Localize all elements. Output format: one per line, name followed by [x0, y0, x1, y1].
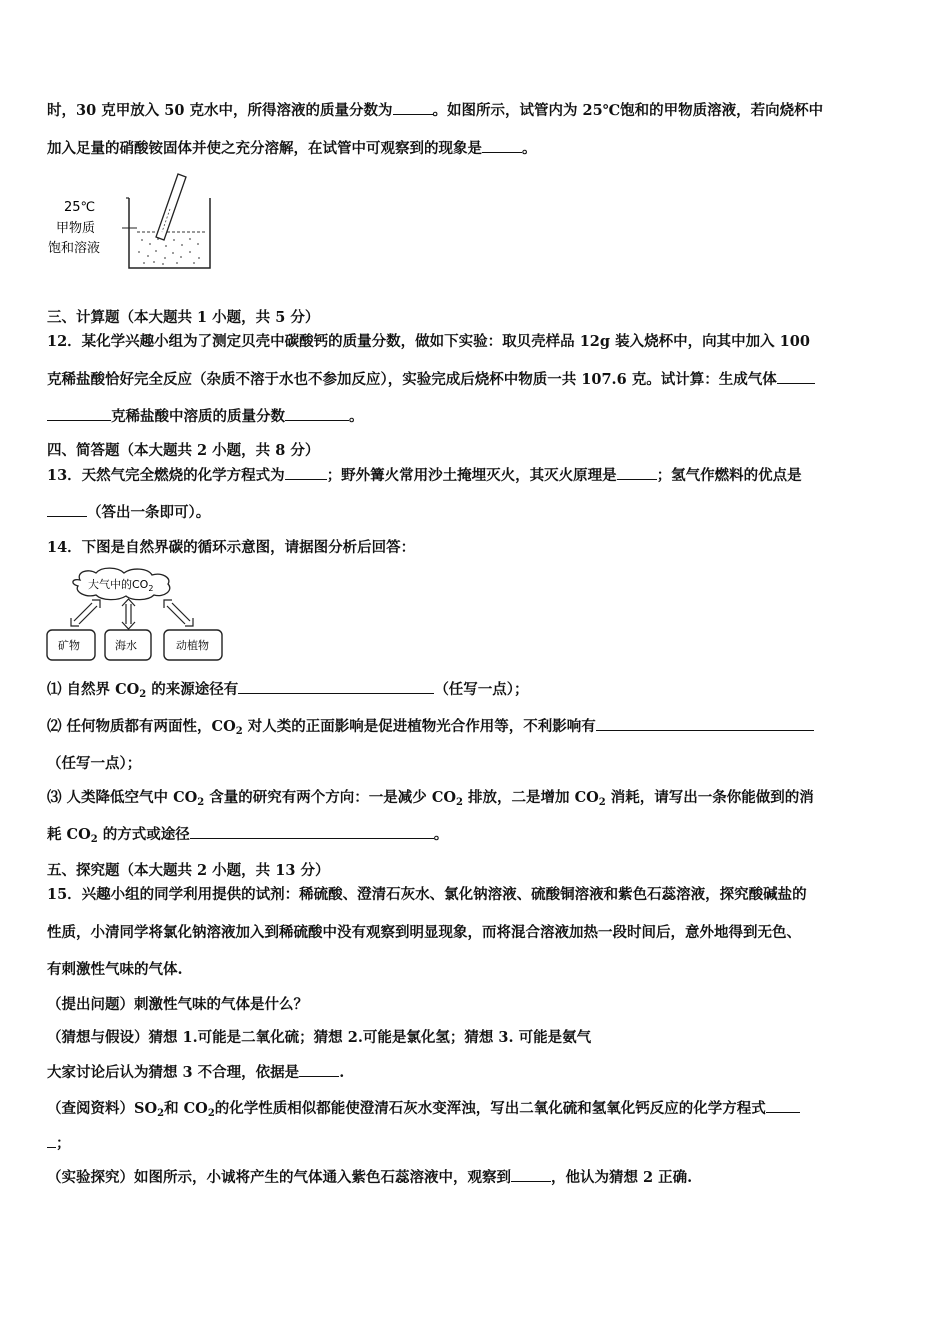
q15-reference-end: ； [47, 1134, 71, 1154]
temp-label: 25℃ [64, 200, 96, 215]
solution-label: 饱和溶液 [48, 241, 101, 256]
box-organisms: 动植物 [176, 639, 209, 652]
section3-heading: 三、计算题（本大题共 1 小题，共 5 分） [47, 309, 320, 326]
q15-discussion: 大家讨论后认为猜想 3 不合理，依据是 . [47, 1064, 345, 1081]
answer-blank[interactable] [47, 1134, 56, 1148]
answer-blank[interactable] [238, 680, 434, 694]
q15-line2: 性质，小清同学将氯化钠溶液加入到稀硫酸中没有观察到明显现象，而将混合溶液加热一段时间后，意外地得到无色、 [47, 924, 801, 941]
q11-line2: 加入足量的硝酸铵固体并使之充分溶解，在试管中可观察到的现象是 。 [47, 140, 537, 157]
answer-blank[interactable] [299, 1063, 339, 1077]
q14-part2: ⑵ 任何物质都有两面性，$CO_2$ 对人类的正面影响是促进植物光合作用等，不利影响有 [47, 717, 814, 737]
answer-blank[interactable] [285, 466, 327, 480]
q11-line1: 时，30 克甲放入 50 克水中，所得溶液的质量分数为 。如图所示，试管内为 25℃饱和的甲物质溶液，若向烧杯中 [47, 102, 824, 119]
q14-part2-end: （任写一点）； [47, 755, 142, 772]
q15-reference: （查阅资料）$SO_2$和 $CO_2$的化学性质相似都能使澄清石灰水变浑浊，写出二氧化硫和氢氧化钙反应的化学方程式 [47, 1099, 800, 1119]
answer-blank[interactable] [617, 466, 657, 480]
answer-blank[interactable] [596, 717, 814, 731]
q14-part3-end: 耗 $CO_2$ 的方式或途径 。 [47, 826, 449, 845]
answer-blank[interactable] [482, 139, 522, 153]
substance-label: 甲物质 [56, 221, 96, 236]
q12-line2: 克稀盐酸恰好完全反应（杂质不溶于水也不参加反应），实验完成后烧杯中物质一共 107.6 克。试计算：生成气体 [47, 370, 815, 390]
q15-line1: 15．兴趣小组的同学利用提供的试剂：稀硫酸、澄清石灰水、氯化钠溶液、硫酸铜溶液和紫色石蕊溶液，探究酸碱盐的 [47, 886, 807, 903]
q12-line3: 克稀盐酸中溶质的质量分数 。 [47, 407, 364, 427]
answer-blank[interactable] [766, 1099, 800, 1113]
q13-line1: 13．天然气完全燃烧的化学方程式为 ；野外篝火常用沙土掩埋灭火，其灭火原理是 ；氢气作燃料的优点是 [47, 467, 802, 484]
q15-question: （提出问题）刺激性气味的气体是什么？ [47, 996, 308, 1013]
carbon-cycle-figure [44, 564, 229, 672]
beaker-figure [44, 170, 224, 280]
q15-line3: 有刺激性气味的气体. [47, 961, 183, 978]
box-minerals: 矿物 [58, 639, 80, 652]
q14-part1: ⑴ 自然界 $CO_2$ 的来源途径有 （任写一点）； [47, 681, 529, 700]
answer-blank[interactable] [47, 503, 87, 517]
q14-stem: 14．下图是自然界碳的循环示意图，请据图分析后回答： [47, 539, 416, 556]
section4-heading: 四、简答题（本大题共 2 小题，共 8 分） [47, 442, 320, 459]
cloud-label: 大气中的$CO_2$ [88, 578, 154, 593]
box-seawater: 海水 [115, 639, 137, 652]
answer-blank[interactable] [190, 825, 434, 839]
q13-line2: （答出一条即可）。 [47, 503, 210, 523]
answer-blank[interactable] [393, 101, 433, 115]
section5-heading: 五、探究题（本大题共 2 小题，共 13 分） [47, 862, 330, 879]
q12-line1: 12．某化学兴趣小组为了测定贝壳中碳酸钙的质量分数，做如下实验：取贝壳样品 12g 装入烧杯中，向其中加入 100 [47, 333, 810, 350]
answer-blank[interactable] [777, 370, 815, 384]
q15-experiment: （实验探究）如图所示，小诚将产生的气体通入紫色石蕊溶液中，观察到 ，他认为猜想 2 正确. [47, 1169, 693, 1186]
q15-hypothesis: （猜想与假设）猜想 1.可能是二氧化硫；猜想 2.可能是氯化氢；猜想 3. 可能是氨气 [47, 1029, 592, 1046]
q14-part3: ⑶ 人类降低空气中 $CO_2$ 含量的研究有两个方向：一是减少 $CO_2$ 排放，二是增加 $CO_2$ 消耗，请写出一条你能做到的消 [47, 789, 814, 808]
answer-blank[interactable] [47, 407, 111, 421]
answer-blank[interactable] [511, 1168, 551, 1182]
answer-blank[interactable] [285, 407, 349, 421]
